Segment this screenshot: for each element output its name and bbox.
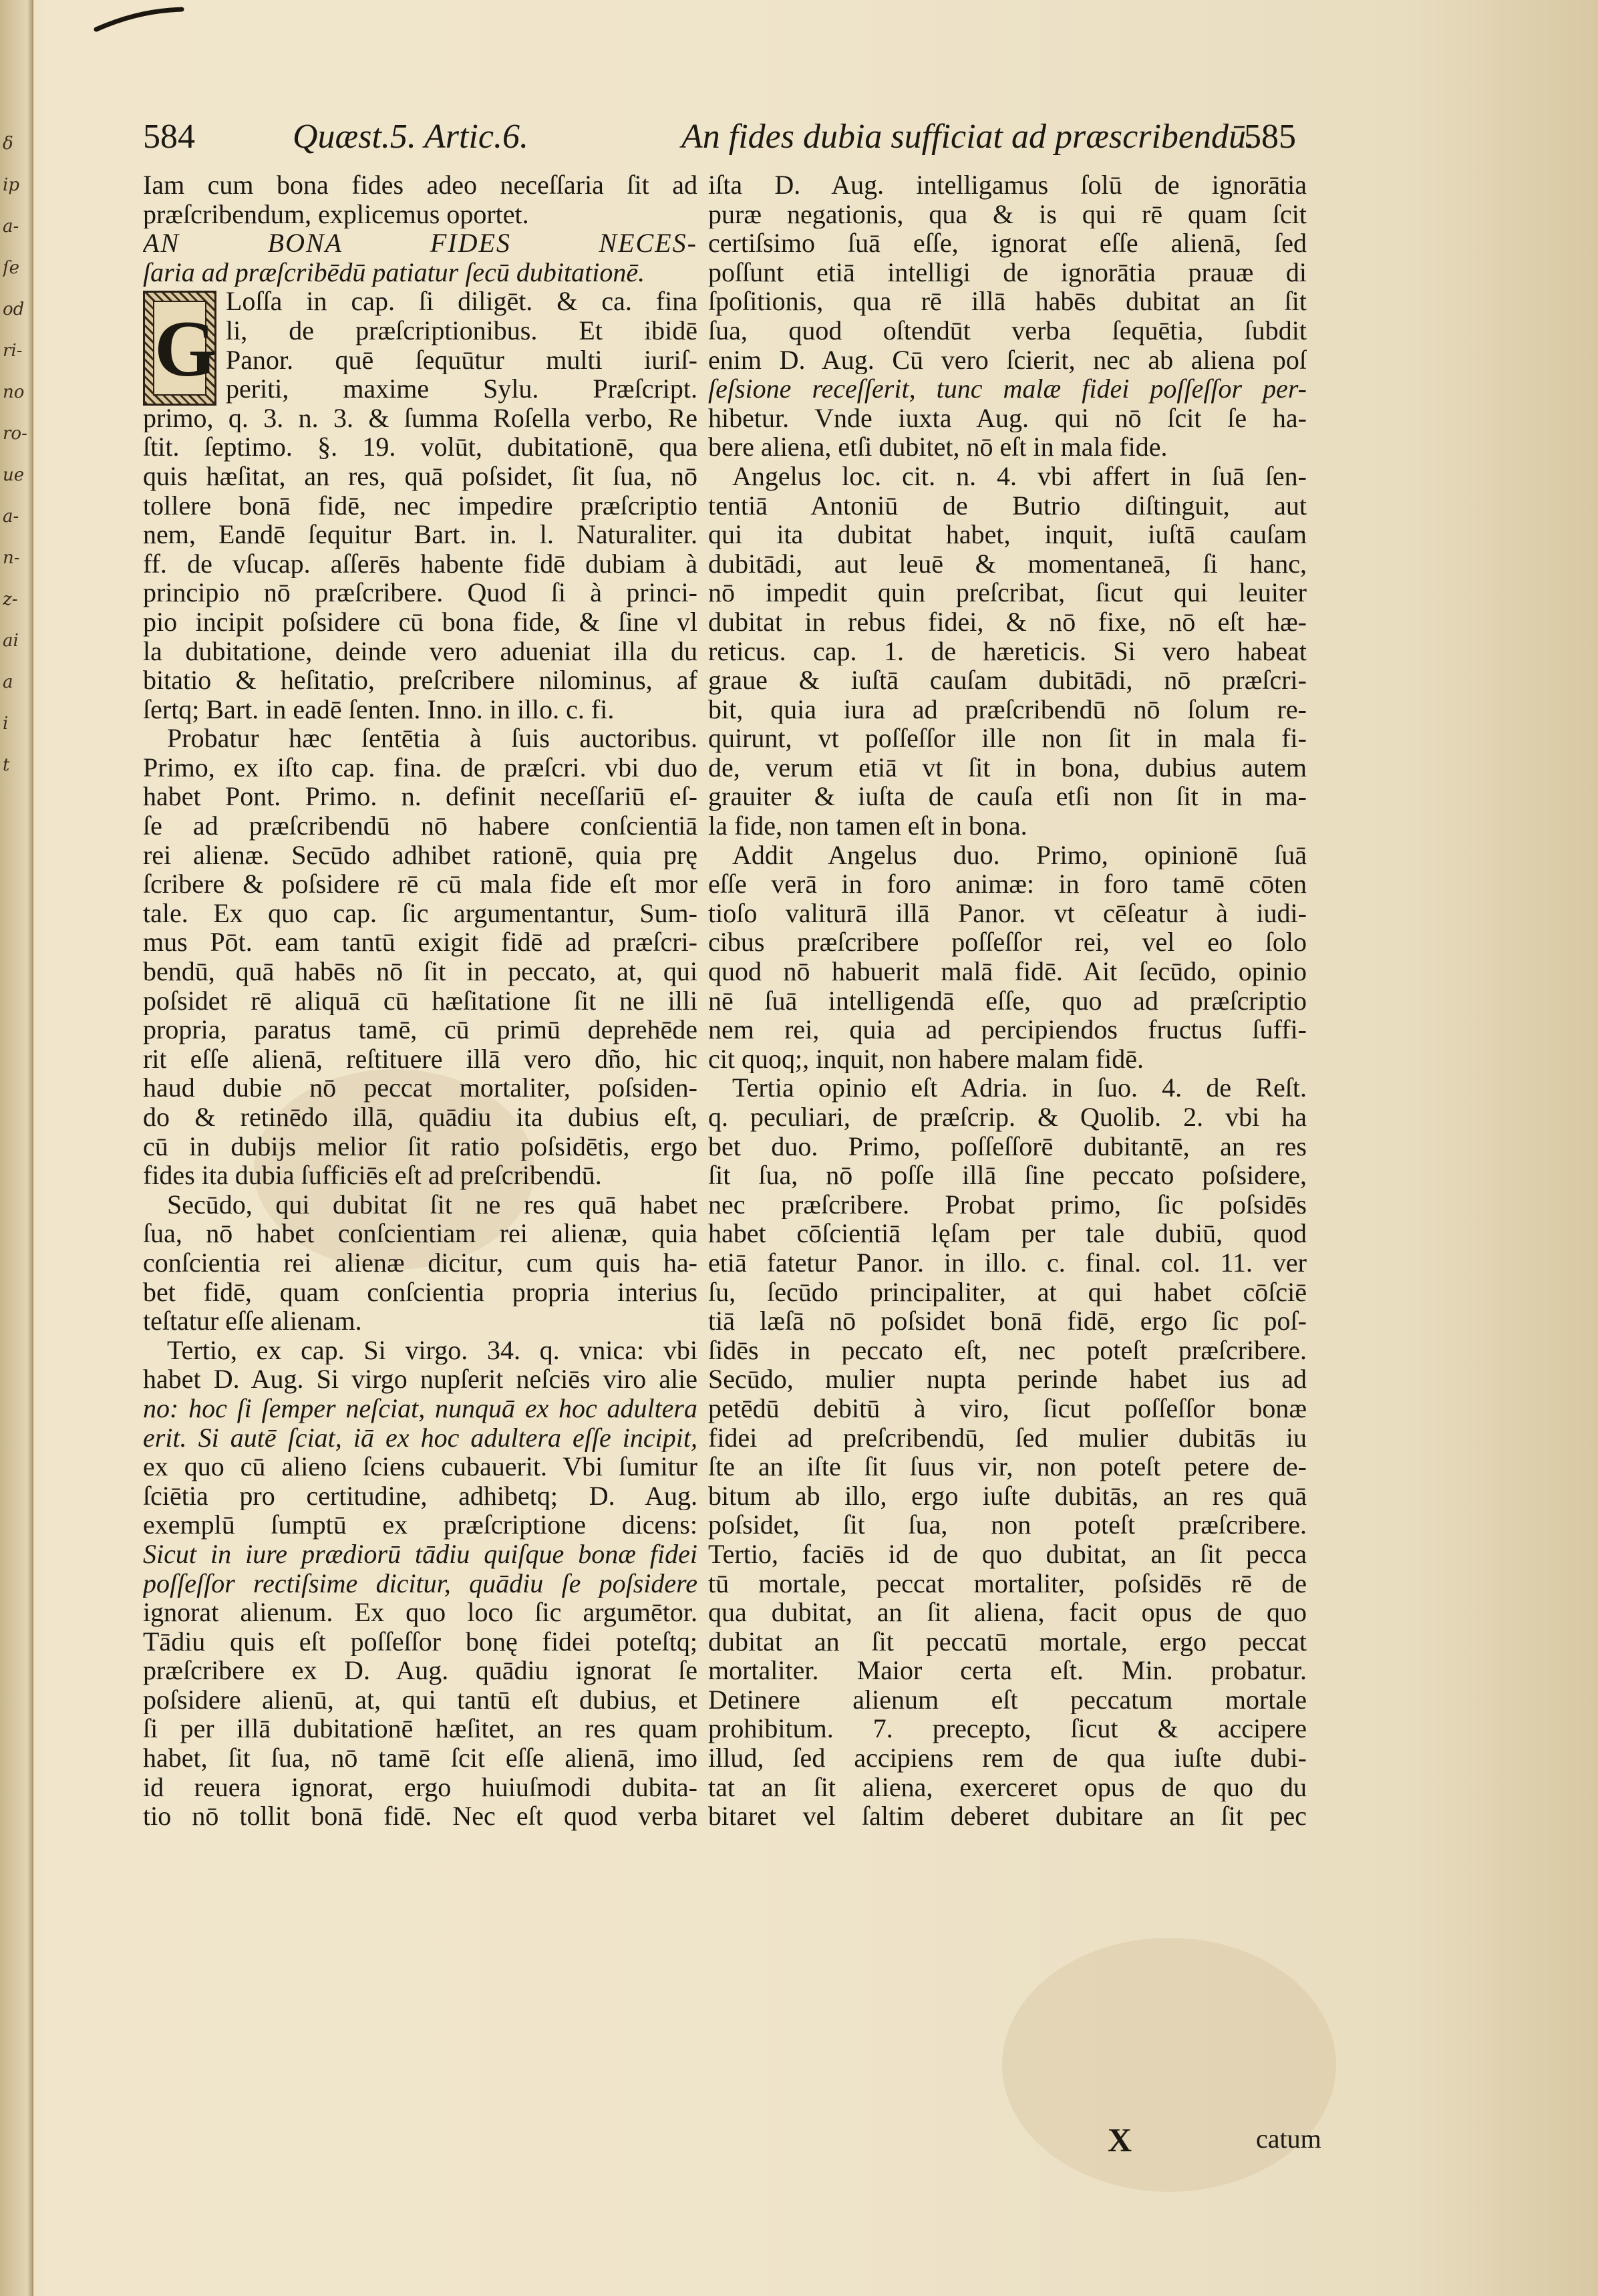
left-column-line: rei alienæ. Secūdo adhibet rationē, quia prę	[143, 840, 697, 870]
left-column-line: id reuera ignorat, ergo huiuſmodi dubita-	[143, 1772, 697, 1802]
left-column-line: ff. de vſucap. aſſerēs habente fidē dubiam à	[143, 549, 697, 579]
right-column-line: prohibitum. 7. precepto, ſicut & accipere	[708, 1714, 1307, 1744]
left-column-line: primo, q. 3. n. 3. & ſumma Roſella verbo, Re	[143, 403, 697, 433]
right-column-line: grauiter & iuſta de cauſa etſi non ſit in ma-	[708, 782, 1307, 812]
left-column-line: do & retinēdo illā, quādiu ita dubius eſt,	[143, 1103, 697, 1132]
right-column-line: Addit Angelus duo. Primo, opinionē ſuā	[732, 840, 1307, 870]
right-column-line: etiā fatetur Panor. in illo. c. final. col. 11. ver	[708, 1248, 1307, 1278]
right-column-line: tat an ſit aliena, exerceret opus de quo du	[708, 1772, 1307, 1802]
right-running-title: An fides dubia sufficiat ad præscribendū.	[681, 118, 1255, 156]
left-column-line: teſtatur eſſe alienam.	[143, 1306, 362, 1336]
left-column-line: ſertq; Bart. in eadē ſenten. Inno. in illo. c. fi.	[143, 694, 615, 724]
left-column-line: ſcribere & poſsidere rē cū mala fide eſt mor	[143, 869, 697, 899]
right-column-line: petēdū debitū à viro, ſicut poſſeſſor bonæ	[708, 1393, 1307, 1423]
right-column-line: bitaret vel ſaltim deberet dubitare an ſit pec	[708, 1802, 1307, 1831]
left-column-line: mus Pōt. eam tantū exigit fidē ad præſcri-	[143, 927, 697, 958]
gutter-fragment: ro-	[3, 424, 27, 444]
right-column-line: bere aliena, etſi dubitet, nō eſt in mala fide.	[708, 432, 1168, 462]
right-column-line: puræ negationis, qua & is qui rē quam ſcit	[708, 199, 1307, 229]
left-column-line: Iam cum bona fides adeo neceſſaria ſit ad	[143, 170, 697, 200]
left-column-line: li, de præſcriptionibus. Et ibidē	[226, 315, 697, 345]
gutter-fragment: z-	[3, 589, 18, 609]
left-column-line: conſcientia rei alienæ dicitur, cum quis ha-	[143, 1248, 697, 1278]
left-column-line: exemplū ſumptū ex præſcriptione dicens:	[143, 1510, 697, 1540]
left-column-line: haud dubie nō peccat mortaliter, poſsiden-	[143, 1073, 697, 1103]
left-column-line: Primo, ex iſto cap. fina. de præſcri. vbi duo	[143, 752, 697, 782]
left-column-line: principio nō præſcribere. Quod ſi à princi-	[143, 578, 697, 607]
left-column-line: cū in dubijs melior ſit ratio poſsidētis, ergo	[143, 1131, 697, 1161]
gutter-fragment: ip	[3, 175, 19, 195]
left-column-line: Tertio, ex cap. Si virgo. 34. q. vnica: vbi	[167, 1335, 697, 1365]
left-column-line: AN BONA FIDES NECES-	[143, 229, 697, 258]
left-column-line: habet D. Aug. Si virgo nupſerit neſciēs viro alie	[143, 1365, 697, 1394]
left-column-line: tollere bonā fidē, nec impedire præſcriptio	[143, 490, 697, 521]
right-column-line: habet cōſcientiā lęſam per tale dubiū, quod	[708, 1219, 1307, 1248]
left-column-line: Sicut in iure prædiorū tādiu quiſque bonæ fidei	[143, 1539, 697, 1569]
right-column-line: reticus. cap. 1. de hæreticis. Si vero habeat	[708, 636, 1307, 666]
right-column-line: ſit ſua, nō poſſe illā ſine peccato poſsidere,	[708, 1161, 1307, 1190]
left-column-line: Probatur hæc ſentētia à ſuis auctoribus.	[167, 724, 697, 753]
adjacent-page-gutter	[0, 0, 33, 2296]
right-column-line: hibetur. Vnde iuxta Aug. qui nō ſcit ſe ha-	[708, 403, 1307, 433]
right-column-line: iſta D. Aug. intelligamus ſolū de ignorātia	[708, 170, 1307, 200]
left-column-line: bitatio & heſitatio, preſcribere nilominus, af	[143, 666, 697, 695]
right-column-line: nō impedit quin preſcribat, ſicut qui leuiter	[708, 578, 1307, 607]
right-column-line: poſſunt etiā intelligi de ignorātia prauæ di	[708, 257, 1307, 287]
right-column-line: de, verum etiā vt ſit in bona, dubius autem	[708, 752, 1307, 782]
left-column-line: præſcribendum, explicemus oportet.	[143, 199, 529, 229]
right-column-line: enim D. Aug. Cū vero ſcierit, nec ab aliena poſ	[708, 345, 1307, 375]
signature-mark: X	[1108, 2121, 1132, 2158]
gutter-fragment: a	[3, 672, 13, 692]
left-column-line: ſi per illā dubitationē hæſitet, an res quam	[143, 1714, 697, 1744]
left-running-title: Quæst.5. Artic.6.	[293, 118, 528, 156]
left-column-line: Tādiu quis eſt poſſeſſor bonę fidei poteſtq;	[143, 1626, 697, 1657]
left-column-line: rit eſſe alienā, reſtituere illā vero dño, hic	[143, 1044, 697, 1074]
right-column-line: Angelus loc. cit. n. 4. vbi affert in ſuā ſen-	[732, 461, 1307, 491]
right-column-line: eſſe verā in foro animæ: in foro tamē cōten	[708, 869, 1307, 899]
right-column-line: dubitat an ſit peccatū mortale, ergo peccat	[708, 1626, 1307, 1657]
left-column-line: fides ita dubia ſufficiēs eſt ad preſcribendū.	[143, 1161, 602, 1190]
left-column-line: nem, Eandē ſequitur Bart. in. l. Naturaliter.	[143, 520, 697, 549]
right-text-column	[708, 170, 1307, 1831]
right-column-line: Secūdo, mulier nupta perinde habet ius ad	[708, 1365, 1307, 1394]
left-column-line: ignorat alienum. Ex quo loco ſic argumētor.	[143, 1598, 697, 1627]
decorated-initial-letter: G	[153, 301, 206, 396]
right-column-line: bitum ab illo, ergo iuſte dubitās, an res quā	[708, 1481, 1307, 1511]
gutter-fragment: ſe	[3, 258, 20, 278]
left-column-line: Secūdo, qui dubitat ſit ne res quā habet	[167, 1189, 697, 1219]
left-column-line: tio nō tollit bonā fidē. Nec eſt quod verba	[143, 1802, 697, 1831]
right-page-number: 585	[1244, 118, 1296, 156]
right-column-line: la fide, non tamen eſt in bona.	[708, 811, 1027, 841]
right-column-line: cit quoq;, inquit, non habere malam fidē.	[708, 1044, 1144, 1074]
right-column-line: ſeſsione receſſerit, tunc malæ fidei poſſeſſor per-	[708, 374, 1307, 404]
right-column-line: certiſsimo ſuā eſſe, ignorat eſſe alienā, ſed	[708, 229, 1307, 258]
right-column-line: quirunt, vt poſſeſſor ille non ſit in mala fi-	[708, 724, 1307, 753]
ink-pen-stroke	[94, 5, 187, 39]
right-column-line: ſidēs in peccato eſt, nec poteſt præſcribere.	[708, 1335, 1307, 1365]
right-column-line: Detinere alienum eſt peccatum mortale	[708, 1685, 1307, 1715]
gutter-fragment: no	[3, 382, 25, 402]
right-column-line: mortaliter. Maior certa eſt. Min. probatur.	[708, 1656, 1307, 1685]
right-column-line: q. peculiari, de præſcrip. & Quolib. 2. vbi ha	[708, 1103, 1307, 1132]
right-column-line: ſu, ſecūdo principaliter, at qui habet cōſciē	[708, 1277, 1307, 1307]
gutter-fragment: n-	[3, 548, 20, 568]
left-column-line: pio incipit poſsidere cū bona fide, & ſine vl	[143, 607, 697, 637]
left-column-line: poſsidere alienū, at, qui tantū eſt dubius, et	[143, 1685, 697, 1715]
left-text-column	[143, 170, 697, 1831]
gutter-fragment: ai	[3, 631, 19, 651]
left-column-line: poſſeſſor rectiſsime dicitur, quādiu ſe poſsidere	[143, 1568, 697, 1598]
right-column-line: Tertio, faciēs id de quo dubitat, an ſit pecca	[708, 1539, 1307, 1569]
gutter-fragment: i	[3, 714, 9, 734]
left-page-number: 584	[143, 118, 195, 156]
right-column-line: fidei ad preſcribendū, ſed mulier dubitās iu	[708, 1423, 1307, 1453]
left-column-line: Loſſa in cap. ſi diligēt. & ca. fina	[226, 287, 697, 316]
right-column-line: ſte an iſte ſit ſuus vir, non poteſt petere de-	[708, 1452, 1307, 1481]
left-column-line: no: hoc ſi ſemper neſciat, nunquā ex hoc adultera	[143, 1393, 697, 1423]
left-column-line: ex quo cū alieno ſciens cubauerit. Vbi ſumitur	[143, 1452, 697, 1481]
left-column-line: ſtit. ſeptimo. §. 19. volūt, dubitationē, qua	[143, 432, 697, 462]
left-column-line: ſua, nō habet conſcientiam rei alienæ, quia	[143, 1219, 697, 1248]
right-column-line: bit, quia iura ad præſcribendū nō ſolum re-	[708, 694, 1307, 724]
right-column-line: graue & iuſtā cauſam dubitādi, nō præſcri-	[708, 666, 1307, 695]
right-column-line: nē ſuā intelligendā eſſe, quo ad præſcriptio	[708, 986, 1307, 1016]
gutter-fragment: ue	[3, 465, 25, 485]
gutter-fragment: a-	[3, 507, 19, 527]
gutter-fragment: od	[3, 299, 25, 319]
left-column-line: periti, maxime Sylu. Præſcript.	[226, 374, 697, 404]
gutter-fragment: ẟ	[3, 134, 13, 154]
right-column-line: nec præſcribere. Probat primo, ſic poſsidēs	[708, 1189, 1307, 1219]
right-column-line: nem rei, quia ad percipiendos fructus ſuffi-	[708, 1015, 1307, 1044]
right-column-line: tū mortale, peccat mortaliter, poſsidēs rē de	[708, 1568, 1307, 1598]
left-column-line: habet Pont. Primo. n. definit neceſſariū eſ-	[143, 782, 697, 812]
left-column-line: tale. Ex quo cap. ſic argumentantur, Sum-	[143, 898, 697, 928]
left-column-line: ſciētia pro certitudine, adhibetq; D. Aug.	[143, 1481, 697, 1511]
right-column-line: tiā læſā nō poſsidet bonā fidē, ergo ſic poſ-	[708, 1306, 1307, 1336]
catchword: catum	[1256, 2124, 1321, 2154]
left-column-line: erit. Si autē ſciat, iā ex hoc adultera eſſe incipit,	[143, 1423, 697, 1453]
left-column-line: Panor. quē ſequūtur multi iuriſ-	[226, 345, 697, 375]
right-column-line: bet duo. Primo, poſſeſſorē dubitantē, an res	[708, 1131, 1307, 1161]
right-column-line: qua dubitat, an ſit aliena, facit opus de quo	[708, 1598, 1307, 1627]
left-column-line: bendū, quā habēs nō ſit in peccato, at, qui	[143, 957, 697, 986]
gutter-fragment: a-	[3, 217, 19, 237]
right-column-line: cibus præſcribere poſſeſſor rei, vel eo ſolo	[708, 927, 1307, 958]
left-column-line: bet fidē, quam conſcientia propria interius	[143, 1277, 697, 1307]
left-column-line: præſcribere ex D. Aug. quādiu ignorat ſe	[143, 1656, 697, 1685]
right-column-line: poſsidet, ſit ſua, non poteſt præſcribere.	[708, 1510, 1307, 1540]
right-column-line: tioſo valiturā illā Panor. vt cēſeatur à iudi-	[708, 898, 1307, 928]
left-column-line: quis hæſitat, an res, quā poſsidet, ſit ſua, nō	[143, 461, 697, 491]
right-column-line: quod nō habuerit malā fidē. Ait ſecūdo, opinio	[708, 957, 1307, 986]
left-column-line: poſsidet rē aliquā cū hæſitatione ſit ne illi	[143, 986, 697, 1016]
right-column-line: dubitādi, aut leuē & momentaneā, ſi hanc,	[708, 549, 1307, 579]
left-column-line: propria, paratus tamē, cū primū deprehēde	[143, 1015, 697, 1044]
right-column-line: qui ita dubitat habet, inquit, iuſtā cauſam	[708, 520, 1307, 549]
right-column-line: ſua, quod oſtendūt verba ſequētia, ſubdit	[708, 315, 1307, 345]
right-column-line: ſpoſitionis, qua rē illā habēs dubitat an ſit	[708, 287, 1307, 316]
gutter-fragment: ri-	[3, 341, 23, 361]
right-column-line: Tertia opinio eſt Adria. in ſuo. 4. de Reſt.	[732, 1073, 1307, 1103]
left-column-line: ſaria ad præſcribēdū patiatur ſecū dubitationē.	[143, 257, 645, 287]
right-column-line: dubitat in rebus fidei, & nō fixe, nō eſt hæ-	[708, 607, 1307, 637]
left-column-line: la dubitatione, deinde vero adueniat illa du	[143, 636, 697, 666]
left-column-line: ſe ad præſcribendū nō habere conſcientiā	[143, 811, 697, 841]
gutter-fragment: t	[3, 755, 10, 775]
right-column-line: tentiā Antoniū de Butrio diſtinguit, aut	[708, 490, 1307, 521]
right-column-line: illud, ſed accipiens rem de qua iuſte dubi-	[708, 1743, 1307, 1773]
left-column-line: habet, ſit ſua, nō tamē ſcit eſſe alienā, imo	[143, 1743, 697, 1773]
